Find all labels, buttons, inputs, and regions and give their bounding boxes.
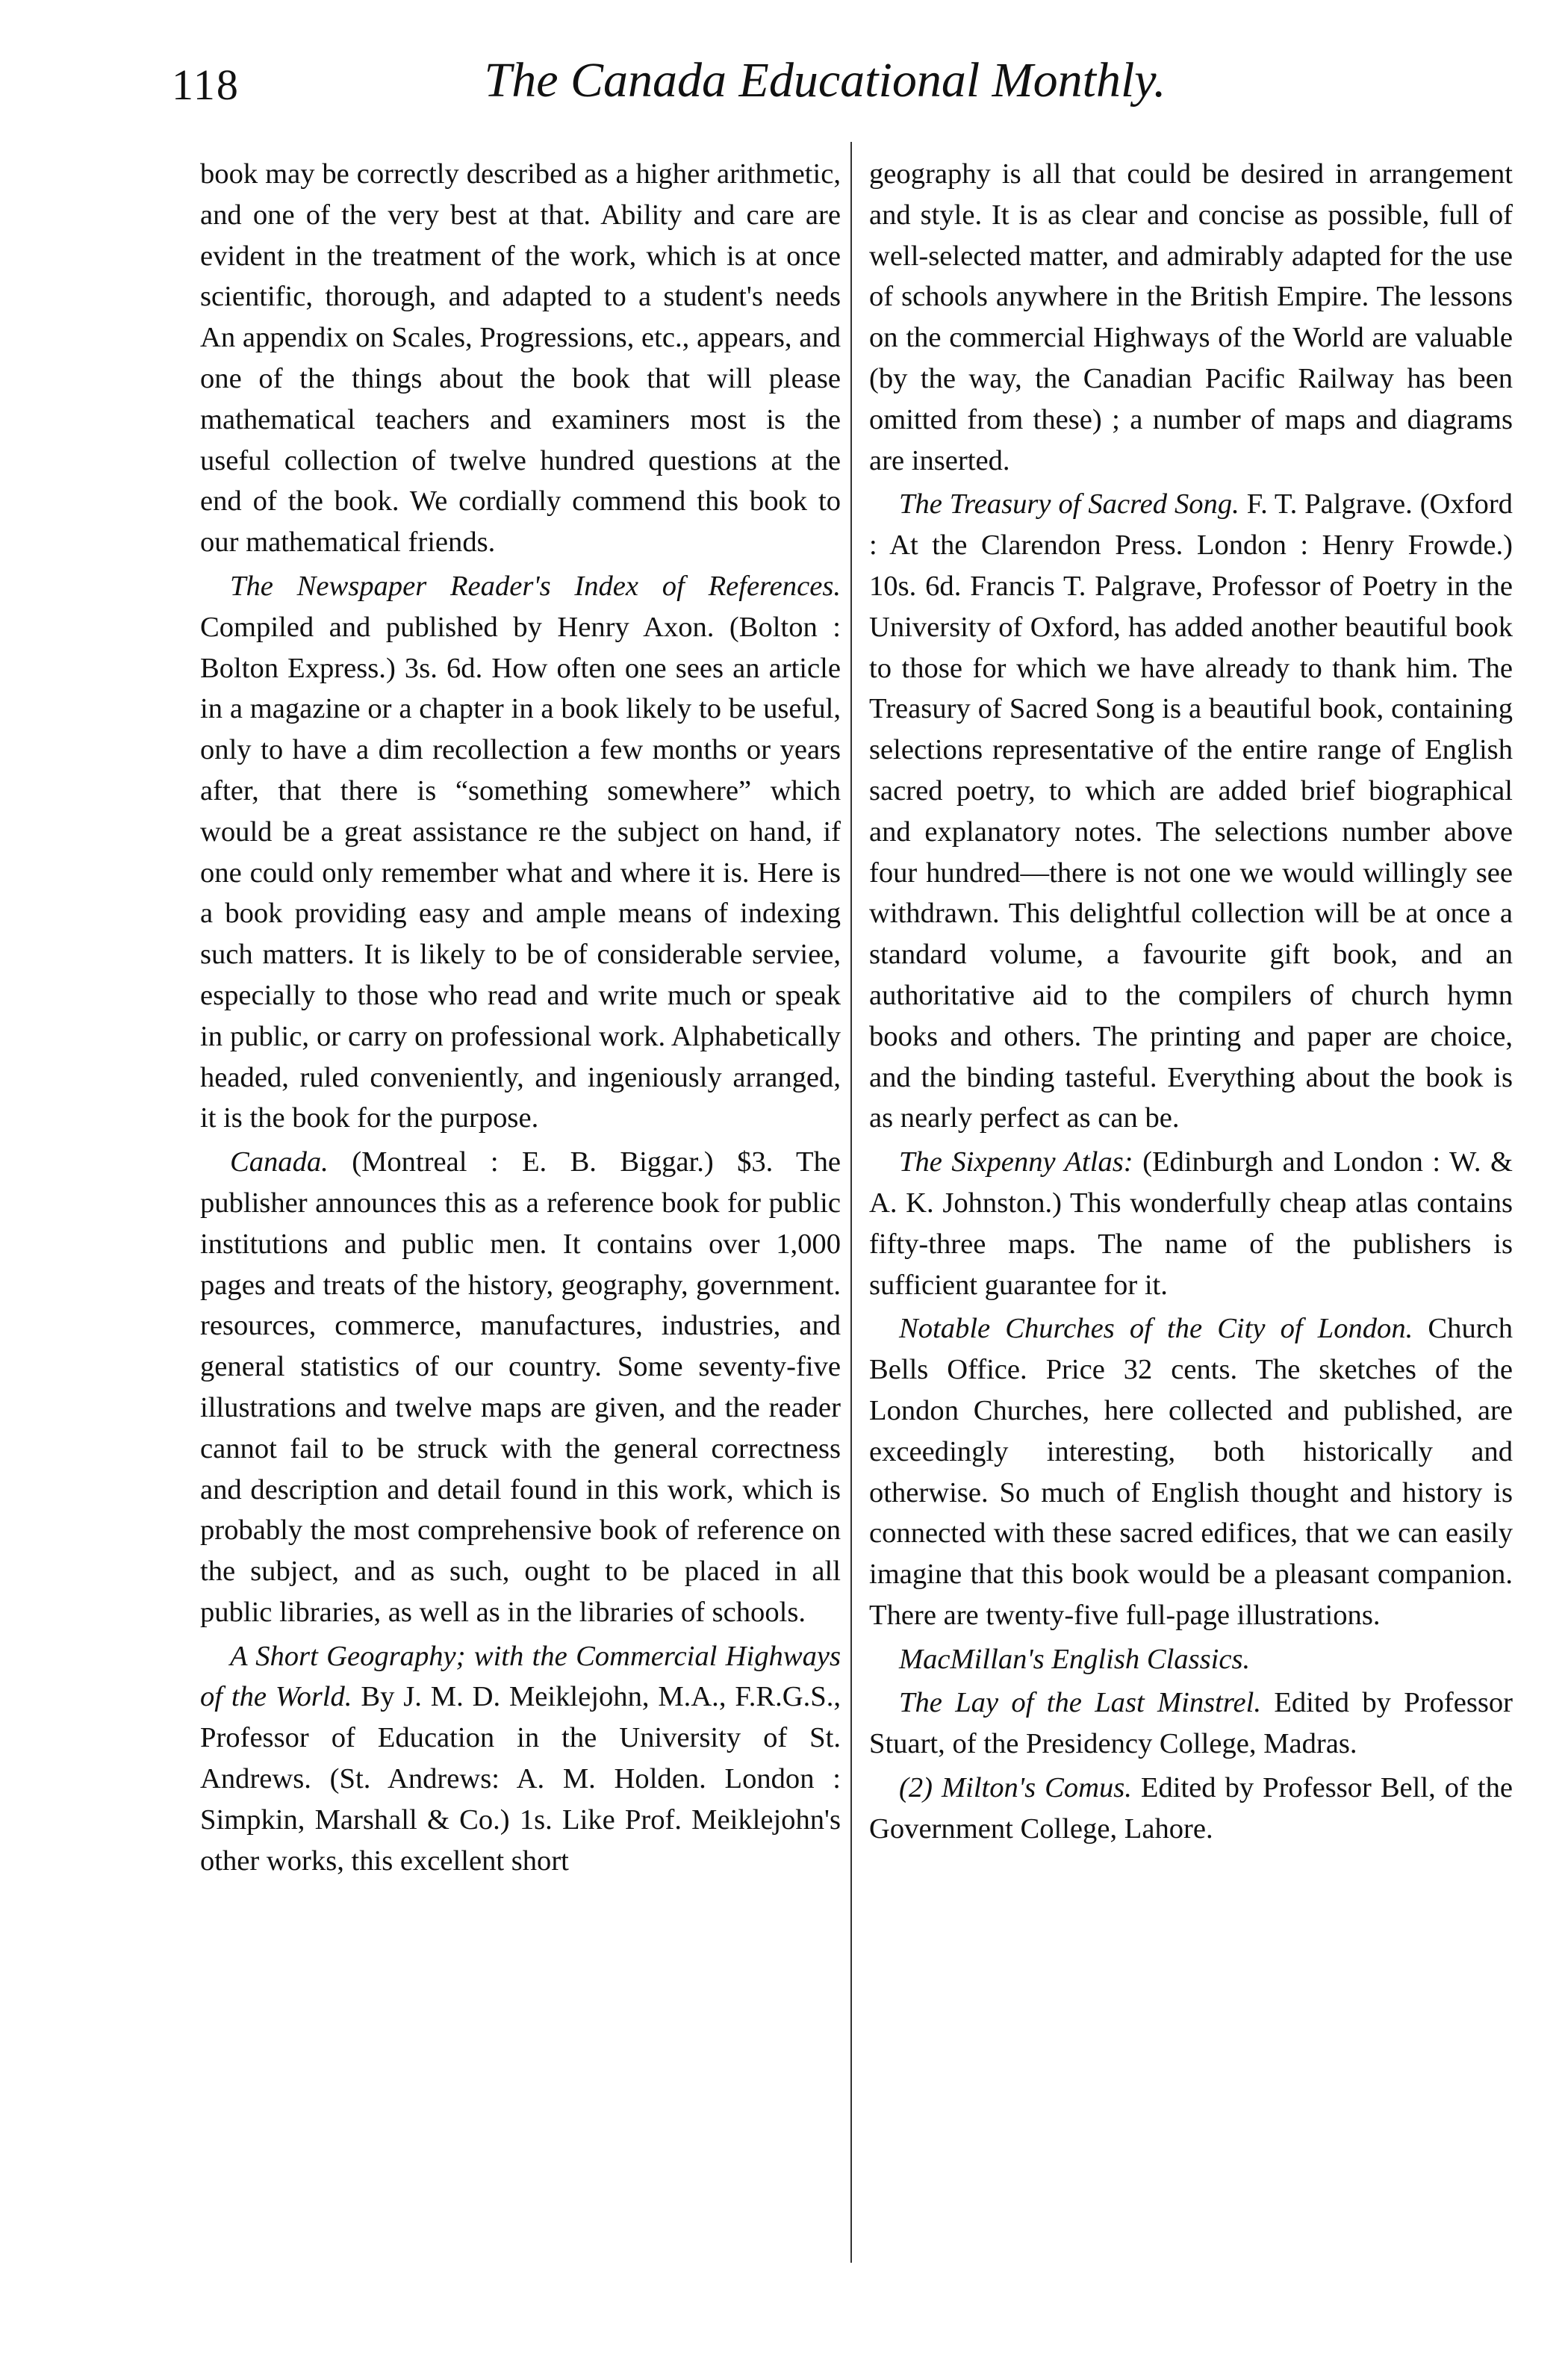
review-lay-last-minstrel [869,1682,1513,1765]
book-title: The Lay of the Last Minstrel. [899,1687,1261,1719]
review-canada [200,1142,841,1633]
book-title: The Treasury of Sacred Song. [899,488,1239,521]
review-miltons-comus [869,1768,1513,1850]
book-title: Notable Churches of the City of London. [899,1313,1413,1345]
column-divider [850,142,852,2263]
review-short-geography [200,1636,841,1882]
right-column [869,154,1513,1850]
continuation-text: geography is all that could be desired in arrangement and style. It is as clear and concise as possible, full of well-selected matter, and admirably adapted for the use of schools anywhere in the British Empire. The lessons on the commercial Highways of the World are valuable (by the way, the Canadian Pacific Railway has been omitted from these) ; a number of maps and diagrams are inserted. [869,158,1513,476]
series-heading [869,1639,1513,1680]
book-title: (2) Milton's Comus. [899,1772,1132,1804]
review-body: Church Bells Office. Price 32 cents. The sketches of the London Churches, here collected and published, are exceedingly interesting, both historically and otherwise. So much of English thought and history is connected with these sacred edifices, that we can easily imagine that this book would be a pleasant companion. There are twenty-five full-page illustrations. [869,1313,1513,1631]
book-title: The Newspaper Reader's Index of References. [230,570,841,602]
review-body: (Montreal : E. B. Biggar.) $3. The publisher announces this as a reference book for public institutions and public men. It contains over 1,000 pages and treats of the history, geography, government. resources, commerce, manufactures, industries, and general statistics of our country. Some seventy-five illustrations and twelve maps are given, and the reader cannot fail to be struck with the general correctness and description and detail found in this work, which is probably the most comprehensive book of reference on the subject, and as such, ought to be placed in all public libraries, as well as in the libraries of schools. [200,1146,841,1628]
review-newspaper-index [200,566,841,1139]
review-body: Edited by Professor Bell, of the Government College, Lahore. [869,1772,1513,1845]
review-sixpenny-atlas [869,1142,1513,1305]
page-number: 118 [172,60,240,109]
review-body: (Edinburgh and London : W. & A. K. Johnston.) This wonderfully cheap atlas contains fifty-three maps. The name of the publishers is sufficient guarantee for it. [869,1146,1513,1301]
review-body: Edited by Professor Stuart, of the Presidency College, Madras. [869,1687,1513,1760]
continuation-text: book may be correctly described as a higher arithmetic, and one of the very best at that. Ability and care are evident in the treatment of the work, which is at once scientific, thorough, and adapted to a student's needs An appendix on Scales, Progressions, etc., appears, and one of the things about the book that will please mathematical teachers and examiners most is the useful collection of twelve hundred questions at the end of the book. We cordially commend this book to our mathematical friends. [200,158,841,559]
left-column [200,154,841,1881]
review-body: By J. M. D. Meiklejohn, M.A., F.R.G.S., Professor of Education in the University of St. Andrews. (St. Andrews: A. M. Holden. London : Simpkin, Marshall & Co.) 1s. Like Prof. Meiklejohn's other works, this excellent short [200,1681,841,1877]
book-title: MacMillan's English Classics. [899,1643,1251,1675]
review-treasury-sacred-song [869,484,1513,1139]
review-notable-churches [869,1308,1513,1635]
book-title: The Sixpenny Atlas: [899,1146,1133,1178]
page-header [172,52,1523,134]
review-body: Compiled and published by Henry Axon. (Bolton : Bolton Express.) 3s. 6d. How often one sees an article in a magazine or a chapter in a book likely to be useful, only to have a dim recollection a few months or years after, that there is “something somewhere” which would be a great assistance re the subject on hand, if one could only remember what and where it is. Here is a book providing easy and ample means of indexing such matters. It is likely to be of considerable serviee, especially to those who read and write much or speak in public, or carry on professional work. Alphabetically headed, ruled conveniently, and ingeniously arranged, it is the book for the purpose. [200,611,841,1134]
running-title: The Canada Educational Monthly. [484,53,1166,108]
review-body: F. T. Palgrave. (Oxford : At the Clarendon Press. London : Henry Frowde.) 10s. 6d. Francis T. Palgrave, Professor of Poetry in the University of Oxford, has added another beautiful book to those for which we have already to thank him. The Treasury of Sacred Song is a beautiful book, containing selections representative of the entire range of English sacred poetry, to which are added brief biographical and explanatory notes. The selections number above four hundred—there is not one we would willingly see withdrawn. This delightful collection will be at once a standard volume, a favourite gift book, and an authoritative aid to the compilers of church hymn books and others. The printing and paper are choice, and the binding tasteful. Everything about the book is as nearly perfect as can be. [869,488,1513,1134]
book-title: A Short Geography; with the Commercial Highways of the World. [200,1640,841,1713]
book-title: Canada. [230,1146,329,1178]
